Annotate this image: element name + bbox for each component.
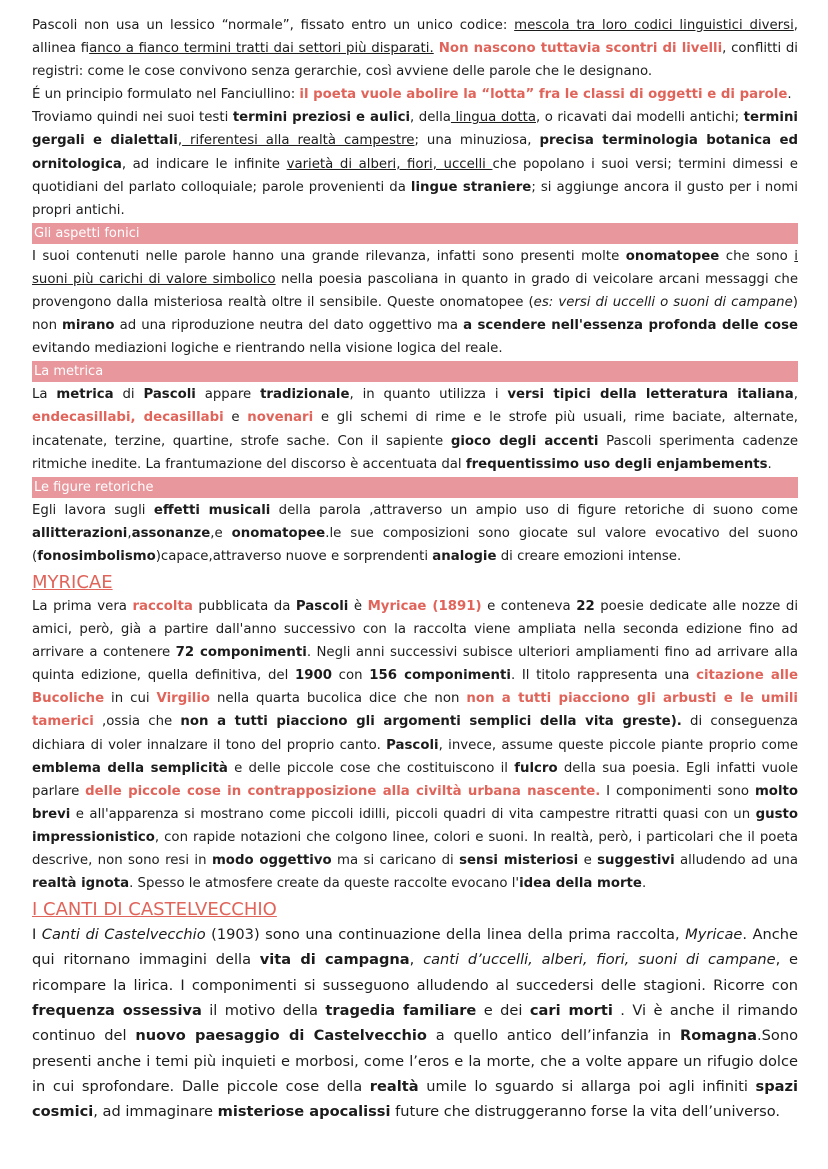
metrica-paragraph: La metrica di Pascoli appare tradizionale, in quanto utilizza i versi tipici della letteratura italiana, endecasillabi, decasillabi e novenari e gli schemi di rime e le strofe più usuali, rime baciate, alternate, incatenate, terzine, quartine, strofe sache. Con il sapiente gioco degli accenti Pascoli sperimenta cadenze ritmiche inedite. La frantumazione del discorso è accentuata dal frequentissimo uso degli enjambements. <box>32 387 799 472</box>
castelvecchio-paragraph: I Canti di Castelvecchio (1903) sono una continuazione della linea della prima raccolta, Myricae. Anche qui ritornano immagini della vita di campagna, canti d’uccelli, alberi, fiori, suoni di campane, e ricompare la lirica. I componimenti si susseguono alludendo al succedersi delle stagioni. Ricorre con frequenza ossessiva il motivo della tragedia familiare e dei cari morti . Vi è anche il rimando continuo del nuovo paesaggio di Castelvecchio a quello antico dell’infanzia in Romagna.Sono presenti anche i temi più inquieti e morbosi, come l’eros e la morte, che a volte appare un rifugio dolce in cui sprofondare. Dalle piccole cose della realtà umile lo sguardo si allarga poi agli infiniti spazi cosmici, ad immaginare misteriose apocalissi future che distruggeranno forse la vita dell’universo. <box>32 926 799 1121</box>
figure-paragraph: Egli lavora sugli effetti musicali della parola ,attraverso un ampio uso di figure retoriche di suono come allitterazioni,assonanze,e onomatopee.le sue composizioni sono giocate sul valore evocativo del suono (fonosimbolismo)capace,attraverso nuove e sorprendenti analogie di creare emozioni intense. <box>32 502 798 564</box>
section-heading-metrica: La metrica <box>32 361 798 382</box>
section-heading-fonici: Gli aspetti fonici <box>32 223 798 244</box>
intro-paragraph-terms: Troviamo quindi nei suoi testi termini preziosi e aulici, della lingua dotta, o ricavati dai modelli antichi; termini gergali e dialettali, riferentesi alla realtà campestre; una minuziosa, precisa terminologia botanica ed ornitologica, ad indicare le infinite varietà di alberi, fiori, uccelli che popolano i suoi versi; termini dimessi e quotidiani del parlato colloquiale; parole provenienti da lingue straniere; si aggiunge ancora il gusto per i nomi propri antichi. <box>32 110 798 218</box>
intro-paragraph-fanciullino: É un principio formulato nel Fanciullino: il poeta vuole abolire la “lotta” fra le classi di oggetti e di parole. <box>32 87 792 103</box>
section-heading-myricae: MYRICAE <box>32 571 113 593</box>
myricae-paragraph: La prima vera raccolta pubblicata da Pascoli è Myricae (1891) e conteneva 22 poesie dedicate alle nozze di amici, però, già a partire dall'anno successivo con la raccolta viene ampliata nella seconda edizione fino ad arrivare a contenere 72 componimenti. Negli anni successivi subisce ulteriori ampliamenti fino ad arrivare alla quinta edizione, quella definitiva, del 1900 con 156 componimenti. Il titolo rappresenta una citazione alle Bucoliche in cui Virgilio nella quarta bucolica dice che non non a tutti piacciono gli arbusti e le umili tamerici ,ossia che non a tutti piacciono gli argomenti semplici della vita greste). di conseguenza dichiara di voler innalzare il tono del proprio canto. Pascoli, invece, assume queste piccole piante proprio come emblema della semplicità e delle piccole cose che costituiscono il fulcro della sua poesia. Egli infatti vuole parlare delle piccole cose in contrapposizione alla civiltà urbana nascente. I componimenti sono molto brevi e all'apparenza si mostrano come piccoli idilli, piccoli quadri di vita campestre ritratti quasi con un gusto impressionistico, con rapide notazioni che colgono linee, colori e suoni. In realtà, però, i particolari che il poeta descrive, non sono resi in modo oggettivo ma si caricano di sensi misteriosi e suggestivi alludendo ad una realtà ignota. Spesso le atmosfere create da queste raccolte evocano l'idea della morte. <box>32 598 799 892</box>
section-heading-figure-retoriche: Le figure retoriche <box>32 477 798 498</box>
intro-paragraph-lexicon: Pascoli non usa un lessico “normale”, fissato entro un unico codice: mescola tra loro codici linguistici diversi, allinea fianco a fianco termini tratti dai settori più disparati. Non nascono tuttavia scontri di livelli, conflitti di registri: come le cose convivono senza gerarchie, così avviene delle parole che le designano. <box>32 18 799 80</box>
fonici-paragraph: I suoi contenuti nelle parole hanno una grande rilevanza, infatti sono presenti molte onomatopee che sono i suoni più carichi di valore simbolico nella poesia pascoliana in quanto in grado di veicolare arcani messaggi che provengono dalla misteriosa realtà oltre il sensibile. Queste onomatopee (es: versi di uccelli o suoni di campane) non mirano ad una riproduzione neutra del dato oggettivo ma a scendere nell'essenza profonda delle cose evitando mediazioni logiche e rientrando nella visione logica del reale. <box>32 248 799 357</box>
section-heading-castelvecchio: I CANTI DI CASTELVECCHIO <box>32 899 277 921</box>
document-page <box>32 14 798 1125</box>
